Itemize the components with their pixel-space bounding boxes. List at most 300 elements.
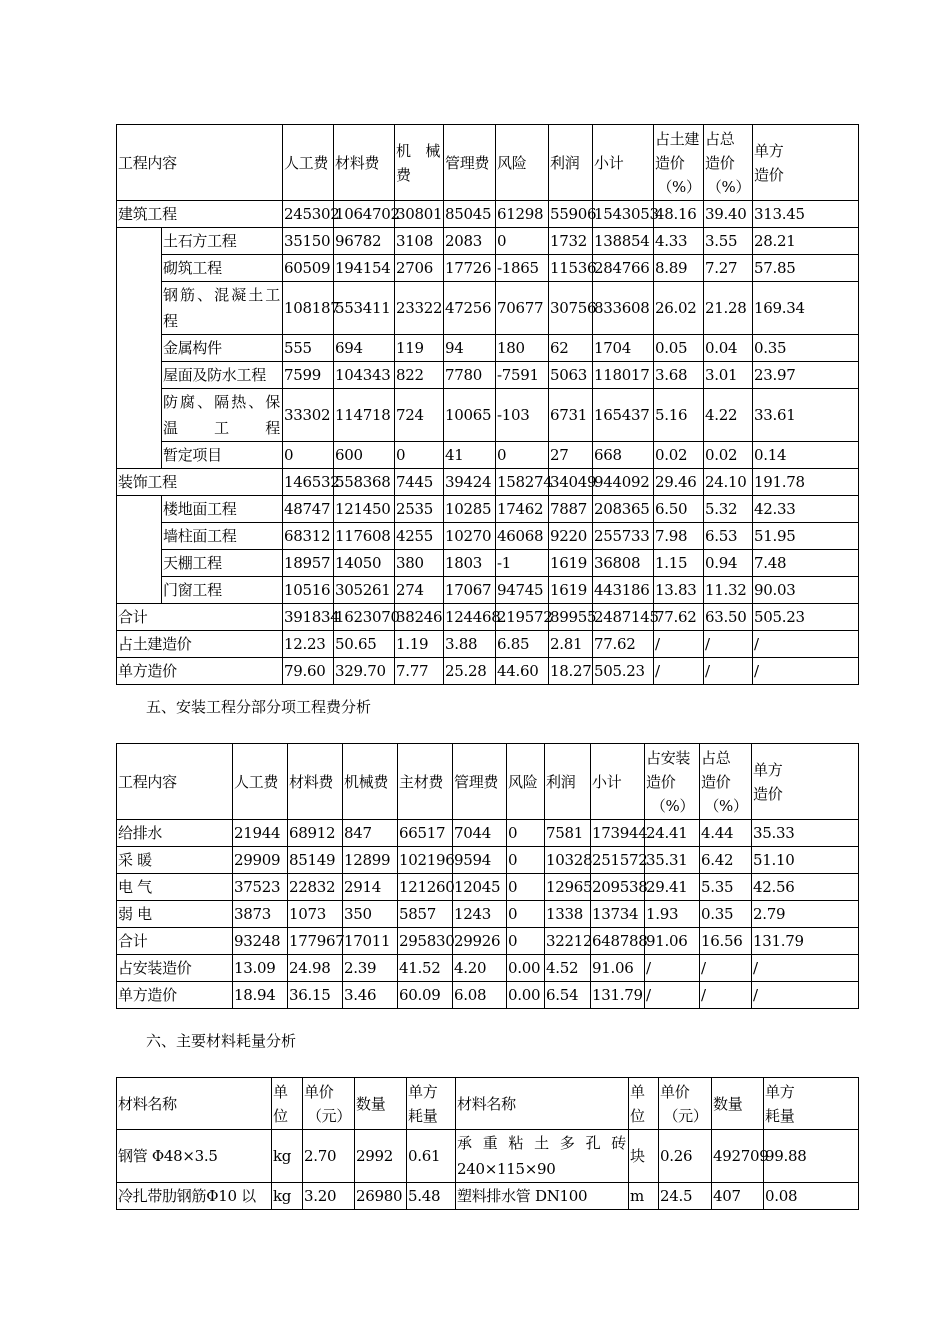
table-cell: 108187 — [283, 282, 334, 335]
row-label: 楼地面工程 — [162, 496, 283, 523]
table-cell: 1803 — [444, 550, 496, 577]
qizhong-label — [117, 496, 162, 604]
row-label: 合计 — [117, 604, 283, 631]
table-cell: 0 — [507, 928, 545, 955]
table-cell: 6.53 — [704, 523, 753, 550]
table-cell: 39.40 — [704, 201, 753, 228]
table-cell: 7780 — [444, 362, 496, 389]
table-cell: 91.06 — [645, 928, 700, 955]
table-cell: 29.46 — [654, 469, 704, 496]
table-cell: 0 — [283, 442, 334, 469]
table-cell: 391834 — [283, 604, 334, 631]
table-cell: 0.04 — [704, 335, 753, 362]
table-row — [117, 496, 859, 523]
header-cell: 小计 — [591, 744, 645, 820]
table-cell: 10516 — [283, 577, 334, 604]
table-cell: 0.35 — [700, 901, 752, 928]
row-label: 弱 电 — [117, 901, 233, 928]
table-row — [117, 1183, 859, 1210]
table-cell: 313.45 — [753, 201, 859, 228]
table-cell: 219572 — [496, 604, 549, 631]
table-cell: 1704 — [593, 335, 654, 362]
table-cell: 14050 — [334, 550, 395, 577]
table-cell: 0 — [507, 874, 545, 901]
table-cell: 46068 — [496, 523, 549, 550]
table-cell: 0.14 — [753, 442, 859, 469]
table-cell: 114718 — [334, 389, 395, 442]
table-cell: 0.05 — [654, 335, 704, 362]
header-cell: 单方 耗量 — [407, 1078, 456, 1130]
table-cell: 35150 — [283, 228, 334, 255]
table-cell: 5063 — [549, 362, 593, 389]
table-row — [117, 658, 859, 685]
header-cell: 工程内容 — [117, 125, 283, 201]
row-label: 砌筑工程 — [162, 255, 283, 282]
table-cell: 944092 — [593, 469, 654, 496]
header-cell: 单方 造价 — [752, 744, 859, 820]
header-cell: 单方 造价 — [753, 125, 859, 201]
table-cell: 1073 — [288, 901, 343, 928]
table-cell: 208365 — [593, 496, 654, 523]
table-cell: 3873 — [233, 901, 288, 928]
table-cell: 2535 — [395, 496, 444, 523]
table-cell: 2.39 — [343, 955, 398, 982]
table-cell: 0.61 — [407, 1130, 456, 1183]
qizhong-label — [117, 228, 162, 469]
table-cell: 33302 — [283, 389, 334, 442]
table-cell: m — [629, 1183, 659, 1210]
table-cell: 99.88 — [764, 1130, 859, 1183]
table-cell: 16.56 — [700, 928, 752, 955]
table-cell: 1.93 — [645, 901, 700, 928]
table-cell: 35.31 — [645, 847, 700, 874]
table-cell: 17067 — [444, 577, 496, 604]
table-cell: 50.65 — [334, 631, 395, 658]
table-cell: 169.34 — [753, 282, 859, 335]
table-cell: 3108 — [395, 228, 444, 255]
table-cell: 96782 — [334, 228, 395, 255]
table-cell: 51.95 — [753, 523, 859, 550]
table-cell: 23.97 — [753, 362, 859, 389]
table-cell: 0 — [507, 901, 545, 928]
table-cell: 26.02 — [654, 282, 704, 335]
table-cell: 25.28 — [444, 658, 496, 685]
table-cell: 94 — [444, 335, 496, 362]
table-cell: 0.02 — [654, 442, 704, 469]
table-cell: -7591 — [496, 362, 549, 389]
table-cell: 42.56 — [752, 874, 859, 901]
table-cell: / — [700, 982, 752, 1009]
table-cell: 3.46 — [343, 982, 398, 1009]
table-cell: 55906 — [549, 201, 593, 228]
table-cell: 822 — [395, 362, 444, 389]
table-cell: 85045 — [444, 201, 496, 228]
table-cell: 47256 — [444, 282, 496, 335]
header-cell: 人工费 — [233, 744, 288, 820]
table-cell: 4.20 — [453, 955, 507, 982]
table-cell: 284766 — [593, 255, 654, 282]
table-cell: 4.22 — [704, 389, 753, 442]
table-cell: 4.52 — [545, 955, 591, 982]
table-cell: 209538 — [591, 874, 645, 901]
table-cell: 1619 — [549, 550, 593, 577]
table-cell: 5.32 — [704, 496, 753, 523]
table-cell: 1064702 — [334, 201, 395, 228]
table-row — [117, 874, 859, 901]
header-cell: 占总 造价 （%） — [704, 125, 753, 201]
table-row — [117, 1130, 859, 1183]
row-label: 门窗工程 — [162, 577, 283, 604]
material-usage-table — [116, 1077, 859, 1210]
header-cell: 单 位 — [629, 1078, 659, 1130]
table-cell: 21.28 — [704, 282, 753, 335]
table-cell: 553411 — [334, 282, 395, 335]
table-cell: 6.42 — [700, 847, 752, 874]
table-cell: 0.00 — [507, 982, 545, 1009]
table-cell: 77.62 — [593, 631, 654, 658]
table-cell: 138854 — [593, 228, 654, 255]
table-header-row — [117, 125, 859, 201]
section-title-install: 五、安装工程分部分项工程费分析 — [146, 698, 372, 716]
table-cell: 48747 — [283, 496, 334, 523]
table-cell: 29.41 — [645, 874, 700, 901]
header-cell: 材料名称 — [456, 1078, 629, 1130]
table-cell: 7.27 — [704, 255, 753, 282]
table-cell: 177967 — [288, 928, 343, 955]
table-cell: 块 — [629, 1130, 659, 1183]
table-cell: 255733 — [593, 523, 654, 550]
table-cell: 93248 — [233, 928, 288, 955]
table-cell: 11.32 — [704, 577, 753, 604]
table-cell: 0 — [507, 820, 545, 847]
table-cell: 18.27 — [549, 658, 593, 685]
table-cell: 12965 — [545, 874, 591, 901]
table-cell: 443186 — [593, 577, 654, 604]
table-cell: 18957 — [283, 550, 334, 577]
table-cell: 79.60 — [283, 658, 334, 685]
table-cell: 2.79 — [752, 901, 859, 928]
table-cell: 94745 — [496, 577, 549, 604]
table-row — [117, 955, 859, 982]
table-cell: 91.06 — [591, 955, 645, 982]
table-cell: 1338 — [545, 901, 591, 928]
table-cell: 13.83 — [654, 577, 704, 604]
table-cell: 60509 — [283, 255, 334, 282]
table-cell: 38246 — [395, 604, 444, 631]
table-row — [117, 982, 859, 1009]
table-cell: 7581 — [545, 820, 591, 847]
table-cell: 305261 — [334, 577, 395, 604]
table-cell: 3.20 — [303, 1183, 355, 1210]
row-label: 金属构件 — [162, 335, 283, 362]
table-cell: 7599 — [283, 362, 334, 389]
table-cell: 7445 — [395, 469, 444, 496]
header-cell: 数量 — [355, 1078, 407, 1130]
table-cell: / — [704, 631, 753, 658]
row-label: 天棚工程 — [162, 550, 283, 577]
table-cell: 121450 — [334, 496, 395, 523]
table-row — [117, 228, 859, 255]
table-cell: 0.08 — [764, 1183, 859, 1210]
table-cell: 36.15 — [288, 982, 343, 1009]
table-cell: 2914 — [343, 874, 398, 901]
table-cell: 2706 — [395, 255, 444, 282]
table-row — [117, 550, 859, 577]
table-cell: 6.50 — [654, 496, 704, 523]
table-cell: 191.78 — [753, 469, 859, 496]
table-cell: 102196 — [398, 847, 453, 874]
table-cell: 11536 — [549, 255, 593, 282]
row-label: 建筑工程 — [117, 201, 283, 228]
table-cell: 9220 — [549, 523, 593, 550]
table-cell: 121260 — [398, 874, 453, 901]
table-header-row — [117, 744, 859, 820]
table-cell: 61298 — [496, 201, 549, 228]
table-cell: 4.33 — [654, 228, 704, 255]
header-cell: 材料费 — [288, 744, 343, 820]
table-cell: 2.70 — [303, 1130, 355, 1183]
table-cell: 558368 — [334, 469, 395, 496]
table-cell: 4255 — [395, 523, 444, 550]
table-cell: 89955 — [549, 604, 593, 631]
row-label: 土石方工程 — [162, 228, 283, 255]
table-cell: 407 — [712, 1183, 764, 1210]
table-cell: 62 — [549, 335, 593, 362]
table-cell: 17462 — [496, 496, 549, 523]
table-cell: 63.50 — [704, 604, 753, 631]
table-cell: 245302 — [283, 201, 334, 228]
table-cell: 165437 — [593, 389, 654, 442]
table-cell: 2487145 — [593, 604, 654, 631]
table-cell: -1865 — [496, 255, 549, 282]
header-cell: 主材费 — [398, 744, 453, 820]
table-cell: 5.48 — [407, 1183, 456, 1210]
section-title-materials: 六、主要材料耗量分析 — [146, 1032, 297, 1050]
table-cell: 0.26 — [659, 1130, 712, 1183]
table-cell: 7.77 — [395, 658, 444, 685]
table-cell: 0.00 — [507, 955, 545, 982]
row-label: 电 气 — [117, 874, 233, 901]
table-row — [117, 901, 859, 928]
table-row — [117, 928, 859, 955]
table-cell: / — [645, 955, 700, 982]
table-cell: 28.21 — [753, 228, 859, 255]
table-row — [117, 820, 859, 847]
table-cell: 6.85 — [496, 631, 549, 658]
table-cell: 492709 — [712, 1130, 764, 1183]
table-cell: 668 — [593, 442, 654, 469]
table-cell: 68312 — [283, 523, 334, 550]
table-row — [117, 523, 859, 550]
table-header-row — [117, 1078, 859, 1130]
header-cell: 材料费 — [334, 125, 395, 201]
table-cell: 350 — [343, 901, 398, 928]
table-cell: 29909 — [233, 847, 288, 874]
table-cell: 2083 — [444, 228, 496, 255]
table-cell: / — [752, 982, 859, 1009]
table-cell: 41.52 — [398, 955, 453, 982]
table-cell: 0.35 — [753, 335, 859, 362]
table-cell: 0.02 — [704, 442, 753, 469]
header-cell: 占安装 造价 （%） — [645, 744, 700, 820]
table-cell: 51.10 — [752, 847, 859, 874]
table-cell: 0 — [496, 442, 549, 469]
header-cell: 小计 — [593, 125, 654, 201]
table-cell: 68912 — [288, 820, 343, 847]
table-cell: kg — [272, 1130, 303, 1183]
row-label: 占土建造价 — [117, 631, 283, 658]
header-cell: 利润 — [549, 125, 593, 201]
table-cell: 146532 — [283, 469, 334, 496]
table-cell: 1732 — [549, 228, 593, 255]
table-cell: kg — [272, 1183, 303, 1210]
table-cell: 380 — [395, 550, 444, 577]
table-cell: 7.48 — [753, 550, 859, 577]
table-cell: 10065 — [444, 389, 496, 442]
table-cell: 10328 — [545, 847, 591, 874]
table-cell: 23322 — [395, 282, 444, 335]
header-cell: 单价 （元） — [659, 1078, 712, 1130]
table-cell: 1619 — [549, 577, 593, 604]
table-cell: 29926 — [453, 928, 507, 955]
header-cell: 机械费 — [343, 744, 398, 820]
table-cell: 24.41 — [645, 820, 700, 847]
row-label: 防腐、隔热、保温工程 — [162, 389, 283, 442]
table-cell: 0 — [395, 442, 444, 469]
table-cell: 35.33 — [752, 820, 859, 847]
table-cell: 104343 — [334, 362, 395, 389]
header-cell: 单 位 — [272, 1078, 303, 1130]
table-cell: 7044 — [453, 820, 507, 847]
row-label: 单方造价 — [117, 658, 283, 685]
table-cell: 77.62 — [654, 604, 704, 631]
install-cost-table — [116, 743, 859, 1009]
table-row — [117, 577, 859, 604]
table-cell: 塑料排水管 DN100 — [456, 1183, 629, 1210]
table-cell: 70677 — [496, 282, 549, 335]
table-cell: 24.98 — [288, 955, 343, 982]
table-cell: 承重粘土多孔砖240×115×90 — [456, 1130, 629, 1183]
table-cell: 41 — [444, 442, 496, 469]
table-cell: 0 — [496, 228, 549, 255]
table-cell: 39424 — [444, 469, 496, 496]
table-cell: 555 — [283, 335, 334, 362]
row-label: 装饰工程 — [117, 469, 283, 496]
table-cell: 4.44 — [700, 820, 752, 847]
row-label: 合计 — [117, 928, 233, 955]
table-cell: 66517 — [398, 820, 453, 847]
header-cell: 风险 — [496, 125, 549, 201]
table-cell: 6.08 — [453, 982, 507, 1009]
table-cell: 34049 — [549, 469, 593, 496]
table-cell: 724 — [395, 389, 444, 442]
table-cell: 1623070 — [334, 604, 395, 631]
table-cell: 12045 — [453, 874, 507, 901]
row-label: 给排水 — [117, 820, 233, 847]
table-cell: 833608 — [593, 282, 654, 335]
table-cell: 0 — [507, 847, 545, 874]
table-cell: 3.88 — [444, 631, 496, 658]
table-cell: 131.79 — [752, 928, 859, 955]
table-cell: 10270 — [444, 523, 496, 550]
table-cell: 131.79 — [591, 982, 645, 1009]
table-cell: 42.33 — [753, 496, 859, 523]
table-cell: 1.19 — [395, 631, 444, 658]
table-cell: -1 — [496, 550, 549, 577]
table-cell: 21944 — [233, 820, 288, 847]
table-cell: 6.54 — [545, 982, 591, 1009]
table-cell: 57.85 — [753, 255, 859, 282]
table-cell: 505.23 — [593, 658, 654, 685]
table-cell: 600 — [334, 442, 395, 469]
table-cell: 10285 — [444, 496, 496, 523]
table-cell: 85149 — [288, 847, 343, 874]
table-cell: 37523 — [233, 874, 288, 901]
table-cell: 3.68 — [654, 362, 704, 389]
header-cell: 人工费 — [283, 125, 334, 201]
table-cell: 118017 — [593, 362, 654, 389]
header-cell: 单价 （元） — [303, 1078, 355, 1130]
table-cell: 13.09 — [233, 955, 288, 982]
table-cell: / — [753, 631, 859, 658]
header-cell: 机 械 费 — [395, 125, 444, 201]
table-cell: 3.01 — [704, 362, 753, 389]
table-cell: 180 — [496, 335, 549, 362]
table-cell: 505.23 — [753, 604, 859, 631]
table-row — [117, 847, 859, 874]
table-cell: / — [654, 658, 704, 685]
table-cell: 26980 — [355, 1183, 407, 1210]
table-cell: 30801 — [395, 201, 444, 228]
table-cell: 12.23 — [283, 631, 334, 658]
table-cell: 5857 — [398, 901, 453, 928]
table-cell: 124468 — [444, 604, 496, 631]
row-label: 屋面及防水工程 — [162, 362, 283, 389]
table-row — [117, 362, 859, 389]
table-cell: 44.60 — [496, 658, 549, 685]
table-cell: 847 — [343, 820, 398, 847]
table-cell: 6731 — [549, 389, 593, 442]
civil-cost-table — [116, 124, 859, 685]
table-cell: 27 — [549, 442, 593, 469]
row-label: 墙柱面工程 — [162, 523, 283, 550]
table-row — [117, 335, 859, 362]
table-cell: 33.61 — [753, 389, 859, 442]
table-cell: / — [645, 982, 700, 1009]
header-cell: 风险 — [507, 744, 545, 820]
table-cell: 13734 — [591, 901, 645, 928]
table-row — [117, 282, 859, 335]
table-cell: 36808 — [593, 550, 654, 577]
table-cell: -103 — [496, 389, 549, 442]
table-cell: 173944 — [591, 820, 645, 847]
table-cell: 18.94 — [233, 982, 288, 1009]
table-cell: 17726 — [444, 255, 496, 282]
table-cell: 22832 — [288, 874, 343, 901]
table-cell: / — [753, 658, 859, 685]
table-row — [117, 469, 859, 496]
table-cell: 1.15 — [654, 550, 704, 577]
table-cell: 7887 — [549, 496, 593, 523]
table-cell: 117608 — [334, 523, 395, 550]
table-cell: 24.5 — [659, 1183, 712, 1210]
table-cell: 648788 — [591, 928, 645, 955]
table-cell: 9594 — [453, 847, 507, 874]
table-cell: 24.10 — [704, 469, 753, 496]
header-cell: 占土建 造价 （%） — [654, 125, 704, 201]
row-label: 暂定项目 — [162, 442, 283, 469]
table-row — [117, 255, 859, 282]
